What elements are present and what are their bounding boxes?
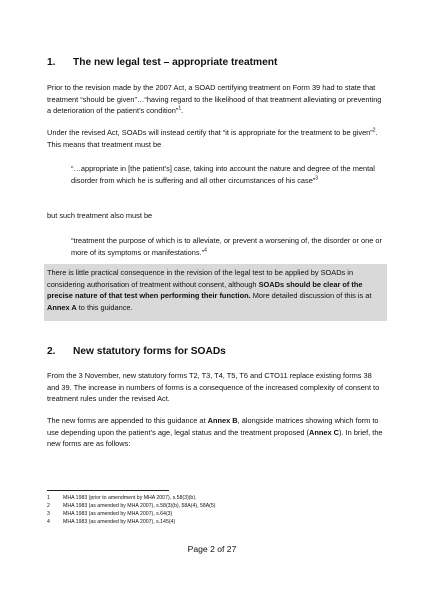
footnote-1-text: MHA 1983 (prior to amendment by MHA 2007), s.58(3)(b). [63, 495, 197, 501]
footnote-4-text: MHA 1983 (as amended by MHA 2007), s.145(4) [63, 519, 176, 525]
footnote-3 [47, 511, 172, 518]
paragraph-revised-act-text: Under the revised Act, SOADs will instead certify that “it is appropriate for the treatment to be given” [47, 128, 373, 137]
section-2-title: New statutory forms for SOADs [73, 346, 226, 357]
paragraph-annex-b-text-c: ). In brief, the new forms are as follows: [47, 427, 383, 449]
paragraph-form-39 [47, 82, 383, 117]
footnote-3-number: 3 [47, 511, 50, 517]
footnote-2 [47, 503, 216, 510]
highlight-bold-annex-a: Annex A [47, 302, 77, 312]
highlight-text-c: to this guidance. [76, 302, 133, 312]
quote-treatment-purpose-text: “treatment the purpose of which is to alleviate, or prevent a worsening of, the disorder or one or more of its symptoms or manifestations.” [71, 236, 382, 257]
quote-treatment-purpose [71, 235, 383, 258]
paragraph-revised-act [47, 127, 383, 150]
paragraph-form-39-text: Prior to the revision made by the 2007 Act, a SOAD certifying treatment on Form 39 had to state that treatment “should be given”…“having regard to the likelihood of that treatment alleviating or preventing a deterioration of the patient’s condition” [47, 83, 382, 116]
highlight-paragraph [47, 267, 383, 313]
quote-appropriate-text: “…appropriate in [the patient’s] case, taking into account the nature and degree of the mental disorder from which he is suffering and all other circumstances of his case” [71, 164, 375, 185]
footnote-divider [47, 490, 169, 491]
highlight-text-a: There is little practical consequence in the revision of the legal test to be applied by SOADs in considering authorisation of treatment without consent, although [47, 268, 354, 289]
page-number: Page 2 of 27 [187, 544, 237, 554]
footnote-4 [47, 519, 175, 526]
footnote-ref-2: 2 [372, 127, 376, 134]
footnote-1-number: 1 [47, 495, 50, 501]
footnote-4-number: 4 [47, 519, 50, 525]
paragraph-form-39-tail: . [181, 106, 184, 116]
highlight-bold-a: SOADs should be clear of the precise nature of that test when performing their function. [47, 279, 363, 301]
paragraph-annex-b-text-a: The new forms are appended to this guidance at [47, 416, 208, 425]
footnote-1 [47, 495, 197, 502]
paragraph-annex-b-bold: Annex B [207, 416, 238, 425]
section-2-heading [47, 345, 226, 358]
highlight-text-b: More detailed discussion of this is at [250, 291, 372, 301]
footnote-2-text: MHA 1983 (as amended by MHA 2007), s.58(3)(b), 58A(4), 58A(5) [63, 503, 216, 509]
paragraph-annex-c-bold: Annex C [309, 427, 339, 437]
paragraph-revised-act-tail: . This means that treatment must be [47, 128, 378, 149]
footnote-3-text: MHA 1983 (as amended by MHA 2007), s.64(3) [63, 511, 173, 517]
section-1-heading [47, 56, 277, 69]
footnote-2-number: 2 [47, 503, 50, 509]
paragraph-annex-b-text-b: , alongside matrices showing which form to use depending upon the patient’s age, legal status and the treatment proposed ( [47, 416, 379, 437]
paragraph-annex-b [47, 415, 383, 450]
quote-appropriate [71, 163, 383, 186]
footnote-ref-1: 1 [178, 105, 182, 112]
section-1-number: 1. [47, 57, 56, 68]
section-1-title: The new legal test – appropriate treatment [73, 57, 278, 68]
footnote-ref-4: 4 [204, 247, 207, 254]
section-2-number: 2. [47, 346, 56, 357]
footnote-ref-3: 3 [315, 175, 319, 182]
paragraph-new-forms: From the 3 November, new statutory forms T2, T3, T4, T5, T6 and CTO11 replace existing forms 38 and 39. The increase in numbers of forms is a consequence of the increased complexity of consent to treatment rules under the revised Act. [47, 371, 380, 404]
paragraph-but-such: but such treatment also must be [47, 211, 153, 220]
